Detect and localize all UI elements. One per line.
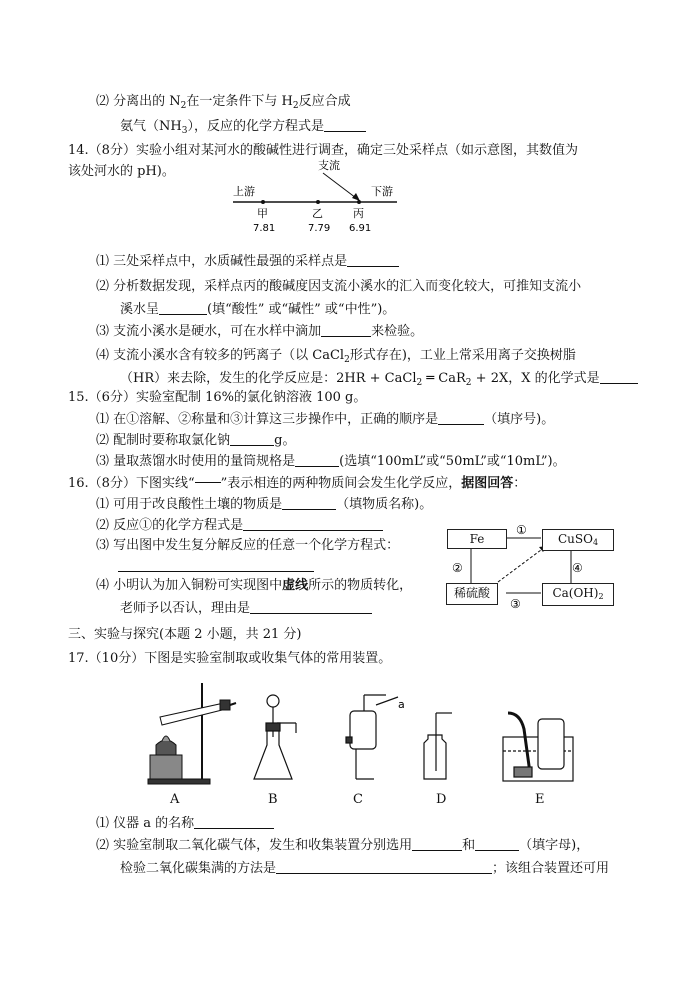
bottle-cap (346, 737, 352, 743)
answer-blank[interactable] (438, 411, 484, 425)
q15-p1: ⑴ 在①溶解、②称量和③计算这三步操作中，正确的顺序是 （填序号)。 (96, 412, 555, 427)
point-name: 甲 (257, 207, 268, 220)
label-e: E (535, 792, 545, 807)
apparatus-c (346, 695, 398, 779)
q14-p3: ⑶ 支流小溪水是硬水，可在水样中滴加 来检验。 (96, 324, 424, 339)
answer-blank[interactable] (600, 370, 638, 384)
q16-p1: ⑴ 可用于改良酸性土壤的物质是 （填物质名称)。 (96, 497, 433, 512)
q15-p3: ⑶ 量取蒸馏水时使用的量筒规格是 (选填“100mL”或“50mL”或“10mL”)。 (96, 454, 566, 469)
stand-base (148, 779, 210, 784)
test-tube (160, 703, 226, 725)
q13-part2-line2: 氨气$(NH_3)$，反应的化学方程式是 (120, 118, 366, 135)
label-a: A (170, 792, 180, 807)
answer-blank[interactable] (412, 837, 462, 851)
answer-blank[interactable] (475, 837, 519, 851)
q14-p2-line2: 溪水呈 (填“酸性” 或“碱性” 或“中性”)。 (120, 302, 396, 317)
q14-p4-line1: ⑷ 支流小溪水含有较多的钙离子（以 CaCl$_2$形式存在)，工业上常采用离子交换树脂 (96, 348, 576, 365)
gas-bottle (350, 711, 376, 749)
answer-blank[interactable] (250, 600, 372, 614)
label-pointer (376, 697, 398, 705)
point-ph: 7.81 (253, 223, 276, 234)
shelf (514, 767, 532, 777)
caoh2-box: $Ca(OH)_2$ (542, 583, 614, 606)
label-b: B (268, 792, 278, 807)
q16-p2: ⑵ 反应①的化学方程式是 (96, 517, 383, 534)
q17-stem: 17.（10分）下图是实验室制取或收集气体的常用装置。 (68, 651, 392, 666)
rubber-tube (508, 713, 530, 773)
funnel-bulb (267, 695, 279, 707)
river-diagram (225, 155, 405, 235)
point-ph: 6.91 (349, 223, 372, 234)
answer-blank[interactable] (347, 253, 399, 267)
cuso4-box: CuSO$_4$ (542, 529, 614, 551)
tributary-arrowhead (352, 193, 360, 201)
delivery-tube (230, 703, 236, 705)
reaction-label-1: ① (516, 523, 527, 537)
answer-blank[interactable] (194, 815, 274, 829)
reaction-label-4: ④ (572, 561, 583, 575)
tributary-label: 支流 (318, 159, 340, 172)
q15-p2: ⑵ 配制时要称取氯化钠 g。 (96, 433, 296, 448)
apparatus-b (254, 695, 296, 779)
inverted-cylinder (538, 719, 564, 769)
section-3-heading: 三、实验与探究(本题 2 小题，共 21 分) (68, 627, 302, 642)
q16-p3: ⑶ 写出图中发生复分解反应的任意一个化学方程式： (96, 538, 400, 553)
fe-box: Fe (447, 529, 507, 549)
stopper (220, 700, 230, 710)
q16-p3-blank (118, 558, 314, 575)
reaction-label-3: ③ (510, 597, 521, 611)
point-jia (261, 200, 265, 204)
apparatus-d (424, 713, 452, 779)
label-d: D (436, 792, 447, 807)
q14-p2-line1: ⑵ 分析数据发现，采样点丙的酸碱度因支流小溪水的汇入而变化较大，可推知支流小 (96, 279, 582, 294)
q17-p2-line1: ⑵ 实验室制取二氧化碳气体，发生和收集装置分别选用 和 （填字母)， (96, 838, 590, 853)
label-c: C (353, 792, 363, 807)
reaction-label-2: ② (452, 561, 463, 575)
answer-blank[interactable] (243, 517, 383, 531)
answer-blank[interactable] (230, 432, 274, 446)
q17-p2-line2: 检验二氧化碳集满的方法是 ；该组合装置还可用 (120, 861, 610, 876)
q13-part2-line1: ⑵ 分离出的 $N_2$在一定条件下与 $H_2$反应合成 (96, 94, 351, 111)
q17-p1: ⑴ 仪器 a 的名称 (96, 815, 274, 832)
solid-line-symbol (195, 482, 221, 483)
answer-blank[interactable] (276, 860, 492, 874)
point-bing (357, 200, 361, 204)
point-name: 丙 (353, 207, 364, 220)
gas-jar-d (424, 735, 446, 779)
q14-stem-2: 该处河水的 pH)。 (68, 164, 175, 179)
q14-p4-line2: （HR）来去除，发生的化学反应是：2HR + CaCl$_2$ ═ CaR$_2$ + 2X，X 的化学式是 (120, 370, 638, 387)
point-ph: 7.79 (308, 223, 331, 234)
apparatus-a (148, 683, 236, 784)
conical-flask (254, 731, 292, 779)
answer-blank[interactable] (321, 323, 371, 337)
point-yi (316, 200, 320, 204)
answer-blank[interactable] (159, 301, 207, 315)
q16-stem: 16.（8分）下图实线“ ”表示相连的两种物质间会发生化学反应，据图回答： (68, 476, 527, 491)
flask-stopper (266, 723, 280, 731)
dashed-conversion-line (498, 547, 545, 582)
acid-box: 稀硫酸 (446, 583, 498, 605)
apparatus-e (503, 713, 573, 781)
flame (162, 736, 170, 741)
q16-p4-line1: ⑷ 小明认为加入铜粉可实现图中虚线所示的物质转化， (96, 578, 413, 593)
q15-stem: 15.（6分）实验室配制 16%的氯化钠溶液 100 g。 (68, 390, 367, 405)
answer-blank[interactable] (282, 496, 336, 510)
q14-p1: ⑴ 三处采样点中，水质碱性最强的采样点是 (96, 253, 399, 270)
answer-blank[interactable] (295, 453, 339, 467)
upstream-label: 上游 (233, 185, 255, 198)
answer-blank[interactable] (118, 558, 314, 572)
downstream-label: 下游 (371, 185, 393, 198)
answer-blank[interactable] (324, 118, 366, 132)
wooden-block (150, 755, 182, 779)
instrument-a-label: a (398, 698, 405, 711)
q14-stem: 14.（8分）实验小组对某河水的酸碱性进行调查，确定三处采样点（如示意图，其数值为 (68, 143, 578, 158)
alcohol-lamp (156, 740, 176, 755)
point-name: 乙 (312, 207, 323, 220)
q16-p4-line2: 老师予以否认，理由是 (120, 600, 372, 617)
